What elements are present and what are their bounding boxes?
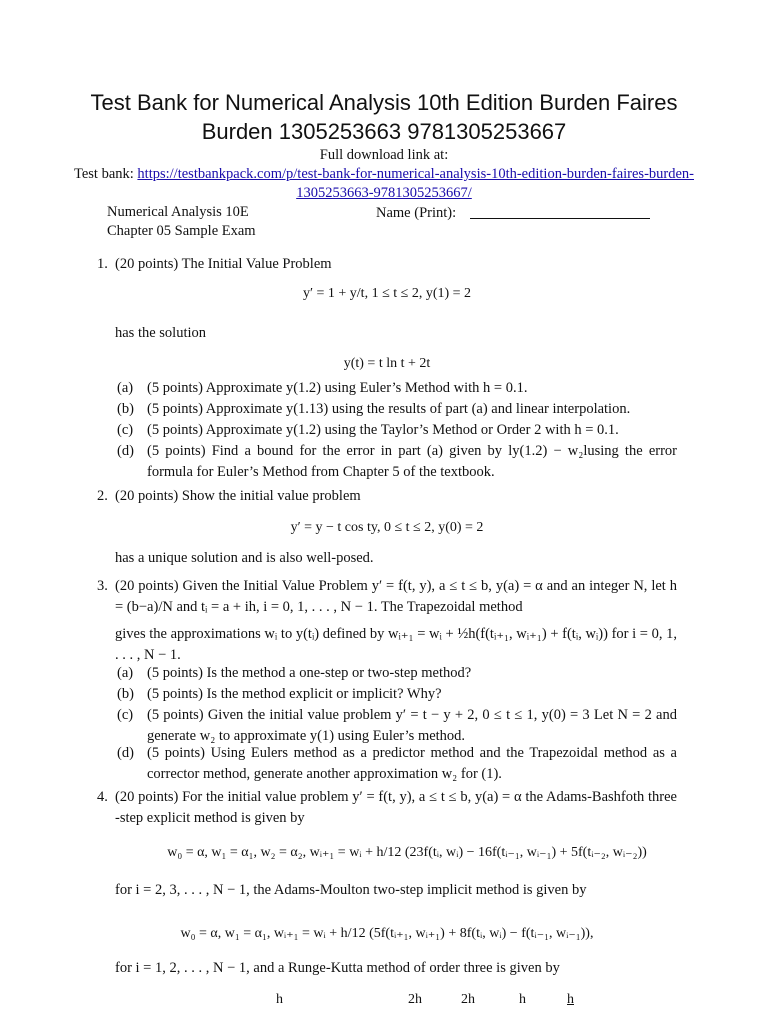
part-label: (a) — [117, 380, 134, 396]
rk-fragment: h — [276, 992, 283, 1007]
problem-text: gives the approximations wᵢ to y(tᵢ) defined by wᵢ₊₁ = wᵢ + ½h(f(tᵢ₊₁, wᵢ₊₁) + f(tᵢ, wᵢ)) for i = 0, 1, . . . , N − 1. — [115, 626, 677, 663]
problem-text: has the solution — [115, 325, 207, 341]
part-label: (b) — [117, 401, 134, 417]
part-label: (d) — [117, 443, 134, 459]
name-label: Name (Print): — [376, 205, 457, 221]
problem-intro: (20 points) For the initial value problem y′ = f(t, y), a ≤ t ≤ b, y(a) = α the Adams-Bashfoth three -step explicit method is given by — [115, 789, 677, 826]
rk-fragment: h — [567, 992, 574, 1007]
name-blank-line[interactable] — [470, 218, 650, 219]
problem-3-part-b — [117, 684, 677, 705]
equation-solution: y(t) = t ln t + 2t — [343, 356, 431, 371]
problem-text: for i = 2, 3, . . . , N − 1, the Adams-Moulton two-step implicit method is given by — [115, 882, 587, 898]
download-block — [60, 146, 708, 203]
part-label: (c) — [117, 422, 134, 438]
problem-3-part-c — [117, 705, 677, 746]
problem-number: 2. — [97, 488, 108, 504]
problem-1-part-b — [117, 399, 677, 420]
problem-text: has a unique solution and is also well-posed. — [115, 550, 374, 566]
part-label: (c) — [117, 707, 134, 723]
part-text: (5 points) Given the initial value problem y′ = t − y + 2, 0 ≤ t ≤ 1, y(0) = 3 Let N = 2 and generate w₂ to approximate y(1) using Euler’s method. — [147, 707, 677, 744]
problem-4-mid2 — [97, 958, 677, 979]
equation-ivp-2: y′ = y − t cos ty, 0 ≤ t ≤ 2, y(0) = 2 — [290, 520, 484, 535]
part-text: (5 points) Approximate y(1.2) using Euler’s Method with h = 0.1. — [147, 380, 528, 396]
name-field — [376, 203, 650, 224]
part-text: (5 points) Is the method explicit or implicit? Why? — [147, 686, 442, 702]
download-line: Full download link at: — [319, 147, 449, 163]
problem-1-part-a — [117, 378, 677, 399]
download-link[interactable]: https://testbankpack.com/p/test-bank-for-numerical-analysis-10th-edition-burden-faires-burden-1305253663-9781305253667/ — [137, 166, 694, 202]
part-label: (d) — [117, 745, 134, 761]
course-name: Numerical Analysis 10E — [107, 204, 249, 220]
problem-number: 1. — [97, 256, 108, 272]
equation-adams-moulton: w₀ = α, w₁ = α₁, wᵢ₊₁ = wᵢ + h/12 (5f(tᵢ₊₁, wᵢ₊₁) + 8f(tᵢ, wᵢ) − f(tᵢ₋₁, wᵢ₋₁)), — [180, 926, 594, 941]
problem-1-part-c — [117, 420, 677, 441]
problem-intro: (20 points) The Initial Value Problem — [115, 256, 332, 272]
problem-intro: (20 points) Show the initial value problem — [115, 488, 361, 504]
problem-3-cont — [97, 624, 677, 665]
rk-fragment: h — [519, 992, 526, 1007]
part-text: (5 points) Approximate y(1.2) using the Taylor’s Method or Order 2 with h = 0.1. — [147, 422, 619, 438]
problem-1-part-d — [117, 441, 677, 482]
problem-text: for i = 1, 2, . . . , N − 1, and a Runge-Kutta method of order three is given by — [115, 960, 560, 976]
testbank-prefix: Test bank: — [74, 166, 138, 183]
problem-2-mid — [97, 548, 677, 569]
problem-3-part-a — [117, 663, 677, 684]
part-text: (5 points) Is the method a one-step or two-step method? — [147, 665, 472, 681]
part-text: (5 points) Using Eulers method as a predictor method and the Trapezoidal method as a corrector method, generate another approximation w₂ for (1). — [147, 745, 677, 782]
problem-number: 3. — [97, 578, 108, 594]
problem-3 — [97, 576, 677, 617]
equation-adams-bashforth: w₀ = α, w₁ = α₁, w₂ = α₂, wᵢ₊₁ = wᵢ + h/12 (23f(tᵢ, wᵢ) − 16f(tᵢ₋₁, wᵢ₋₁) + 5f(tᵢ₋₂, wᵢ₋₂)) — [167, 845, 647, 860]
equation-ivp-1: y′ = 1 + y/t, 1 ≤ t ≤ 2, y(1) = 2 — [302, 286, 472, 301]
problem-intro: (20 points) Given the Initial Value Problem y′ = f(t, y), a ≤ t ≤ b, y(a) = α and an integer N, let h = (b−a)/N and tᵢ = a + ih, i = 0, 1, . . . , N − 1. The Trapezoidal method — [115, 578, 677, 615]
rk-fragment: 2h — [461, 992, 475, 1007]
rk-fragment: 2h — [408, 992, 422, 1007]
testbank-line — [60, 165, 708, 203]
problem-4-mid — [97, 880, 677, 901]
part-text: (5 points) Find a bound for the error in part (a) given by ly(1.2) − w₂lusing the error formula for Euler’s Method from Chapter 5 of the textbook. — [147, 443, 677, 480]
problem-4 — [97, 787, 677, 828]
problem-number: 4. — [97, 789, 108, 805]
part-text: (5 points) Approximate y(1.13) using the results of part (a) and linear interpolation. — [147, 401, 631, 417]
problem-3-part-d — [117, 743, 677, 784]
document-title: Test Bank for Numerical Analysis 10th Edition Burden Faires Burden 1305253663 9781305253667 — [90, 90, 678, 144]
chapter-name: Chapter 05 Sample Exam — [107, 223, 256, 240]
problem-1-mid — [97, 323, 677, 344]
problem-1 — [97, 254, 677, 275]
part-label: (a) — [117, 665, 134, 681]
exam-header — [107, 203, 256, 241]
problem-2 — [97, 486, 677, 507]
part-label: (b) — [117, 686, 134, 702]
